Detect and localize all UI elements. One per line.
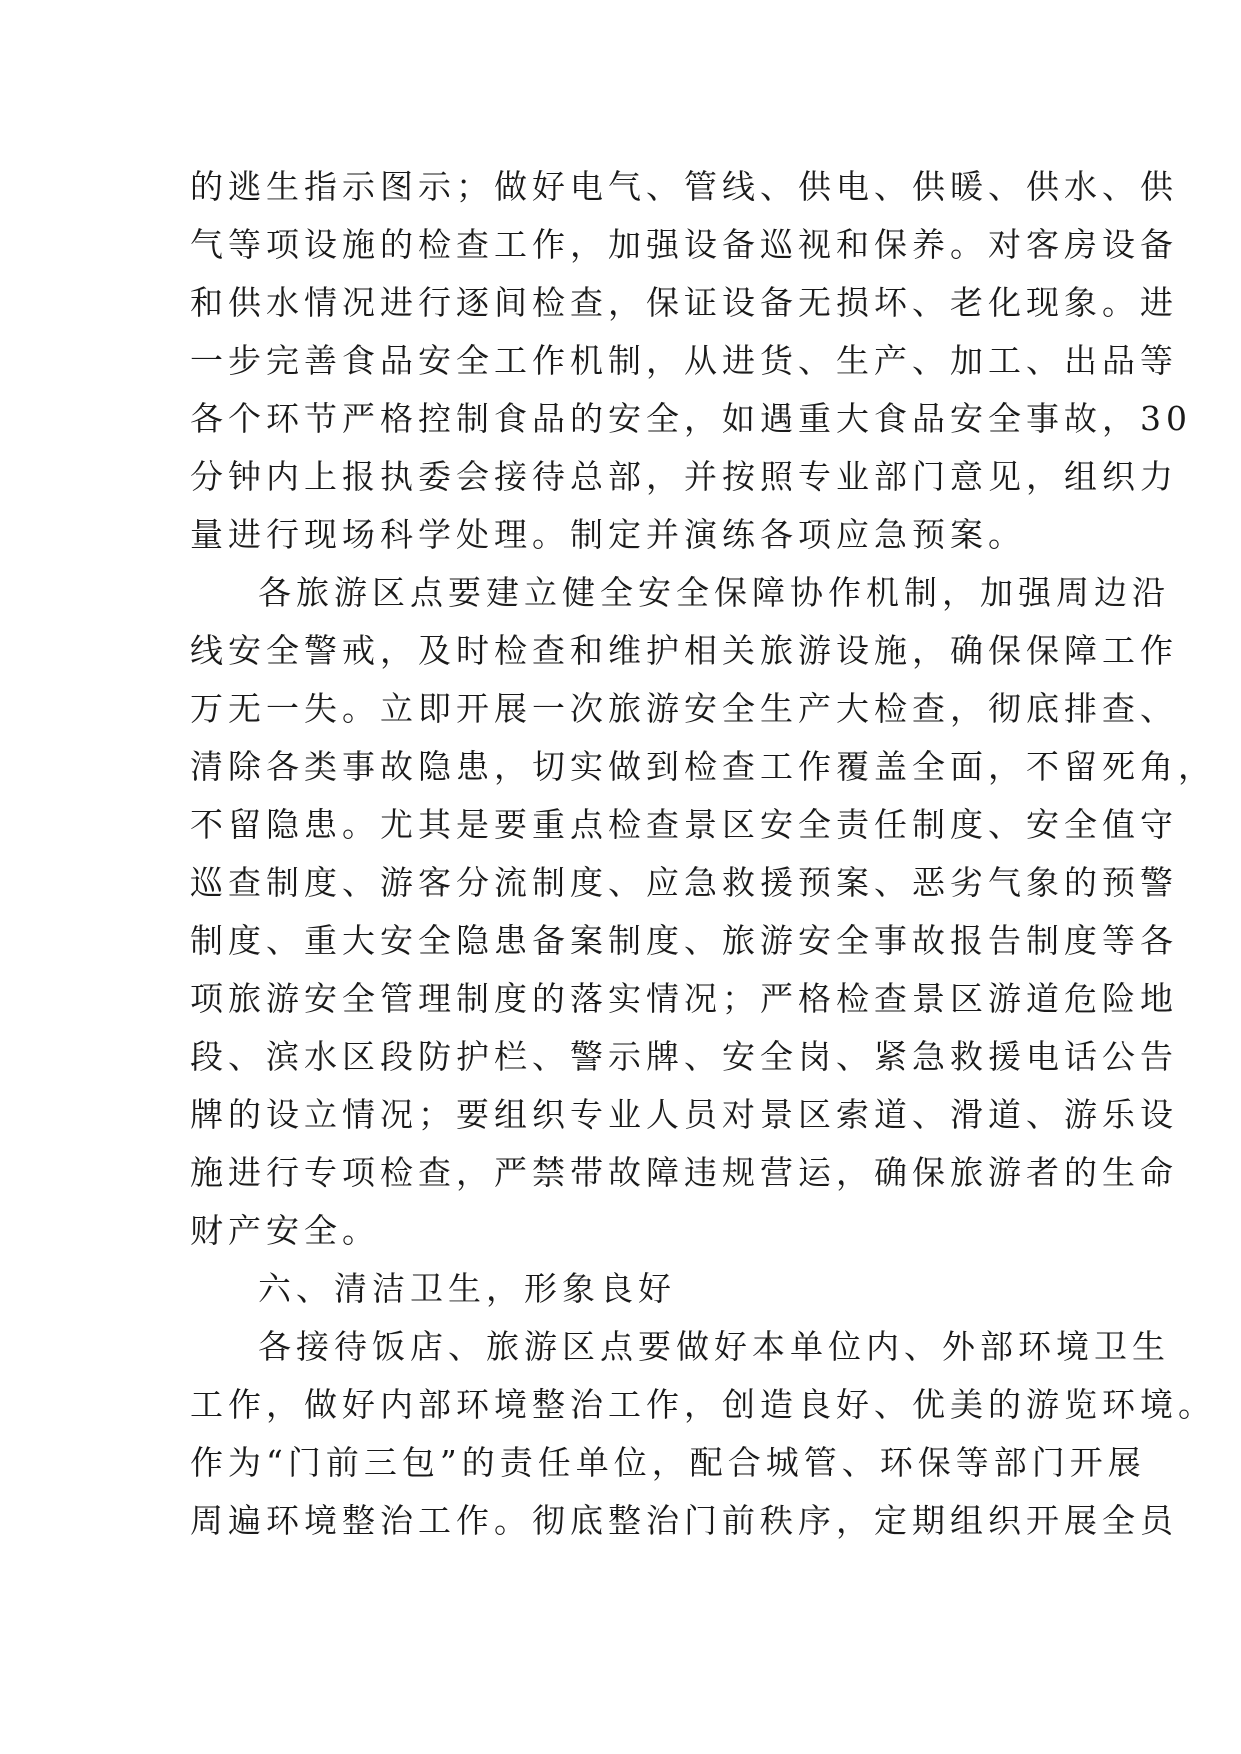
body-text	[190, 158, 1216, 1550]
section-heading: 六、清洁卫生，形象良好	[258, 1269, 676, 1308]
text-line: 各个环节严格控制食品的安全，如遇重大食品安全事故，30	[190, 399, 1192, 438]
text-line: 牌的设立情况；要组织专业人员对景区索道、滑道、游乐设	[190, 1095, 1178, 1134]
text-line: 清除各类事故隐患，切实做到检查工作覆盖全面，不留死角，	[190, 747, 1216, 786]
text-line: 施进行专项检查，严禁带故障违规营运，确保旅游者的生命	[190, 1153, 1178, 1192]
text-line: 一步完善食品安全工作机制，从进货、生产、加工、出品等	[190, 341, 1178, 380]
text-line: 制度、重大安全隐患备案制度、旅游安全事故报告制度等各	[190, 921, 1178, 960]
text-line: 的逃生指示图示；做好电气、管线、供电、供暖、供水、供	[190, 167, 1178, 206]
text-line: 工作，做好内部环境整治工作，创造良好、优美的游览环境。	[190, 1385, 1216, 1424]
paragraph-start-line: 各接待饭店、旅游区点要做好本单位内、外部环境卫生	[258, 1327, 1170, 1366]
text-line: 和供水情况进行逐间检查，保证设备无损坏、老化现象。进	[190, 283, 1178, 322]
text-line: 气等项设施的检查工作，加强设备巡视和保养。对客房设备	[190, 225, 1178, 264]
text-line: 作为“门前三包”的责任单位，配合城管、环保等部门开展	[190, 1443, 1146, 1482]
text-line: 不留隐患。尤其是要重点检查景区安全责任制度、安全值守	[190, 805, 1178, 844]
text-line: 量进行现场科学处理。制定并演练各项应急预案。	[190, 515, 1026, 554]
text-line: 财产安全。	[190, 1211, 380, 1250]
text-line: 周遍环境整治工作。彻底整治门前秩序，定期组织开展全员	[190, 1501, 1178, 1540]
text-line: 巡查制度、游客分流制度、应急救援预案、恶劣气象的预警	[190, 863, 1178, 902]
text-line: 万无一失。立即开展一次旅游安全生产大检查，彻底排查、	[190, 689, 1178, 728]
text-line: 段、滨水区段防护栏、警示牌、安全岗、紧急救援电话公告	[190, 1037, 1178, 1076]
text-line: 线安全警戒，及时检查和维护相关旅游设施，确保保障工作	[190, 631, 1178, 670]
text-line: 分钟内上报执委会接待总部，并按照专业部门意见，组织力	[190, 457, 1178, 496]
paragraph-start-line: 各旅游区点要建立健全安全保障协作机制，加强周边沿	[258, 573, 1170, 612]
text-line: 项旅游安全管理制度的落实情况；严格检查景区游道危险地	[190, 979, 1178, 1018]
